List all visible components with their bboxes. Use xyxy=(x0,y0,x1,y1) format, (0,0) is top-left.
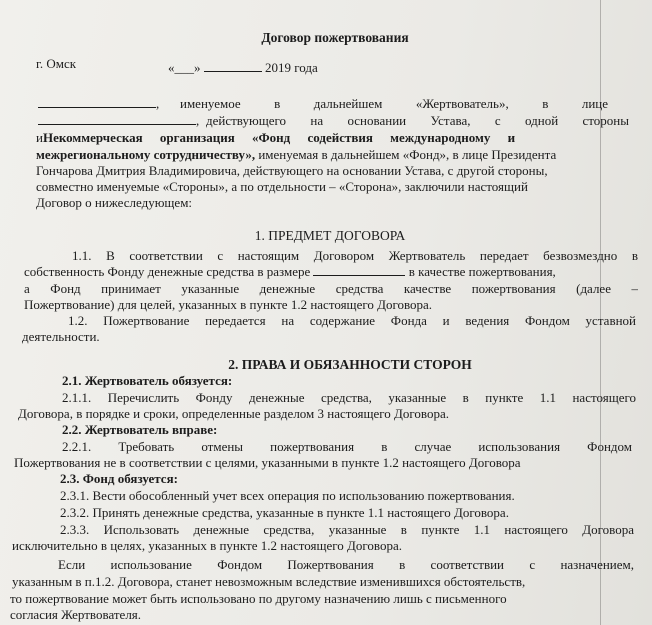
document-title: Договор пожертвования xyxy=(261,30,409,45)
donor-name-blank-2: , xyxy=(38,113,203,129)
clause-1-1-line-3: а Фонд принимает указанные денежные средства качестве пожертвования (далее – xyxy=(24,281,638,296)
contract-date xyxy=(168,60,318,76)
clause-1-2-line-1: 1.2. Пожертвование передается на содержание Фонда и ведения Фондом уставной xyxy=(68,313,636,328)
paragraph-line-4: согласия Жертвователя. xyxy=(10,607,142,622)
preamble-line-6: совместно именуемые «Стороны», а по отдельности – «Сторона», заключили настоящий xyxy=(36,179,528,194)
paragraph-line-2: указанным в п.1.2. Договора, станет невозможным вследствие изменившихся обстоятельств, xyxy=(12,574,526,589)
clause-2-2: 2.2. Жертвователь вправе: xyxy=(62,422,218,437)
amount-blank xyxy=(313,264,405,276)
city: г. Омск xyxy=(36,56,77,71)
clause-1-1-line-2: собственность Фонду денежные средства в размере в качестве пожертвования, xyxy=(24,264,556,279)
preamble-line-2: действующего на основании Устава, с одной стороны xyxy=(206,113,629,128)
clause-2-1-1-line-1: 2.1.1. Перечислить Фонду денежные средства, указанные в пункте 1.1 настоящего xyxy=(62,390,636,405)
paragraph-line-1: Если использование Фондом Пожертвования в соответствии с назначением, xyxy=(58,557,634,572)
clause-1-2-line-2: деятельности. xyxy=(22,329,100,344)
preamble-line-4: межрегиональному сотрудничеству», именуемая в дальнейшем «Фонд», в лице Президента xyxy=(36,147,557,162)
clause-2-1-1-line-2: Договора, в порядке и сроки, определенные разделом 3 настоящего Договора. xyxy=(18,406,450,421)
date-day-blank: ___ xyxy=(174,60,194,75)
date-year: 2019 года xyxy=(265,60,318,75)
date-month-blank xyxy=(204,60,262,72)
preamble-line-1: именуемое в дальнейшем «Жертвователь», в лице xyxy=(180,96,608,111)
clause-1-1-line-4: Пожертвование) для целей, указанных в пункте 1.2 настоящего Договора. xyxy=(24,297,433,312)
clause-2-3-2: 2.3.2. Принять денежные средства, указанные в пункте 1.1 настоящего Договора. xyxy=(60,505,509,520)
date-open-quote: « xyxy=(168,60,175,75)
clause-2-3: 2.3. Фонд обязуется: xyxy=(60,471,178,486)
clause-2-2-1-line-1: 2.2.1. Требовать отмены пожертвования в случае использования Фондом xyxy=(62,439,632,454)
preamble-line-3: иНекоммерческая организация «Фонд содействия международному и xyxy=(36,130,516,145)
clause-2-3-3-line-1: 2.3.3. Использовать денежные средства, указанные в пункте 1.1 настоящего Договора xyxy=(60,522,634,537)
clause-2-3-1: 2.3.1. Вести обособленный учет всех операция по использованию пожертвования. xyxy=(60,488,515,503)
clause-2-2-1-line-2: Пожертвования не в соответствии с целями, указанными в пункте 1.2 настоящего Договора xyxy=(14,455,521,470)
section-1-heading: 1. ПРЕДМЕТ ДОГОВОРА xyxy=(254,228,406,243)
clause-2-3-3-line-2: исключительно в целях, указанных в пункте 1.2 настоящего Договора. xyxy=(12,538,402,553)
preamble-line-7: Договор о нижеследующем: xyxy=(36,195,193,210)
paragraph-line-3: то пожертвование может быть использовано по другому назначению лишь с письменного xyxy=(10,591,507,606)
clause-2-1: 2.1. Жертвователь обязуется: xyxy=(62,373,233,388)
donor-name-blank-1: , xyxy=(38,96,162,112)
date-close-quote: » xyxy=(194,60,201,75)
preamble-line-5: Гончарова Дмитрия Владимировича, действующего на основании Устава, с другой стороны, xyxy=(36,163,548,178)
section-2-heading: 2. ПРАВА И ОБЯЗАННОСТИ СТОРОН xyxy=(228,357,472,372)
clause-1-1-line-1: 1.1. В соответствии с настоящим Договором Жертвователь передает безвозмездно в xyxy=(72,248,638,263)
